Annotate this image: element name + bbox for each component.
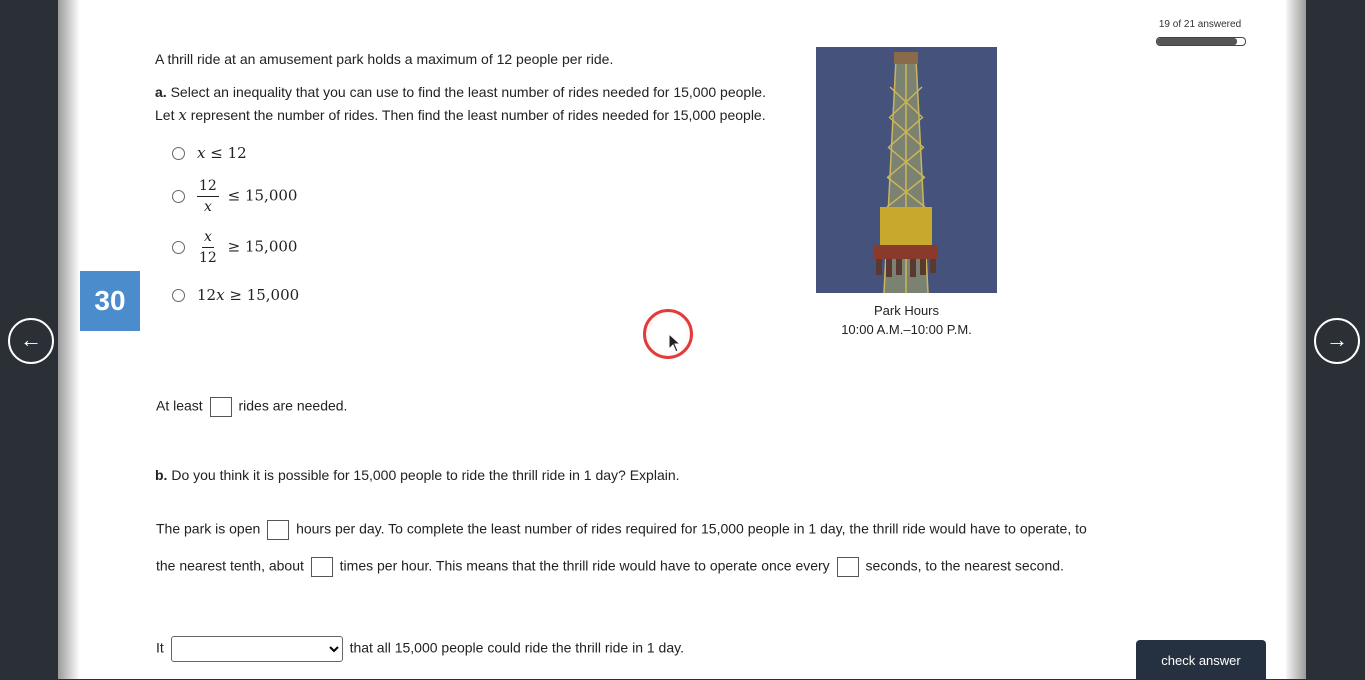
arrow-left-icon: ← <box>20 327 42 352</box>
part-a-label: a. <box>155 84 167 100</box>
part-b-question: Do you think it is possible for 15,000 people to ride the thrill ride in 1 day? Explain. <box>171 467 680 483</box>
option-2-radio[interactable] <box>172 190 185 203</box>
option-2-expression <box>197 178 297 215</box>
next-question-button[interactable] <box>1314 318 1360 364</box>
option-4-rel: ≥ <box>229 286 242 304</box>
progress-label: 19 of 21 answered <box>1158 19 1242 30</box>
option-4-var: x <box>216 286 225 304</box>
answer-pre: At least <box>156 397 203 414</box>
hours-per-day-input[interactable] <box>267 520 289 540</box>
seconds-input[interactable] <box>837 557 859 577</box>
park-hours-value: 10:00 A.M.–10:00 P.M. <box>841 322 972 337</box>
s3-b: that all 15,000 people could ride the thrill ride in 1 day. <box>349 639 684 656</box>
option-2-rel: ≤ <box>227 186 241 205</box>
times-per-hour-input[interactable] <box>311 557 333 577</box>
part-a-line2-post: represent the number of rides. Then find the least number of rides needed for 15,000 people. <box>190 107 766 123</box>
option-4-expression <box>197 286 299 304</box>
s2-c: seconds, to the nearest second. <box>865 557 1064 574</box>
option-4[interactable] <box>172 286 299 304</box>
part-a-prompt-line2 <box>155 106 766 124</box>
option-3-value: 15,000 <box>244 237 298 256</box>
check-answer-button[interactable]: check answer <box>1136 640 1266 680</box>
option-3[interactable] <box>172 229 297 266</box>
option-1-rel: ≤ <box>210 144 223 162</box>
answer-post: rides are needed. <box>238 397 348 414</box>
part-b-sentence-2 <box>156 557 1064 577</box>
mouse-cursor-icon <box>668 333 682 353</box>
s2-b: times per hour. This means that the thrill ride would have to operate once every <box>339 557 830 574</box>
drop-tower-image <box>816 47 997 293</box>
question-intro: A thrill ride at an amusement park holds a maximum of 12 people per ride. <box>155 51 614 67</box>
part-b-sentence-3 <box>156 636 684 662</box>
option-1-radio[interactable] <box>172 147 185 160</box>
part-b-prompt <box>155 467 680 483</box>
option-3-numerator: x <box>202 229 214 248</box>
progress-fill <box>1157 38 1237 45</box>
arrow-right-icon: → <box>1326 327 1348 352</box>
option-2-value: 15,000 <box>244 186 298 205</box>
option-2-numerator: 12 <box>197 178 219 197</box>
option-3-rel: ≥ <box>227 237 241 256</box>
part-a-prompt <box>155 84 766 100</box>
progress-bar <box>1156 37 1246 46</box>
option-1-var: x <box>197 144 206 162</box>
page-shadow-right <box>1284 0 1306 679</box>
option-3-expression <box>197 229 297 266</box>
question-number-badge: 30 <box>80 271 140 331</box>
possibility-select[interactable] <box>171 636 343 662</box>
option-4-radio[interactable] <box>172 289 185 302</box>
s2-a: the nearest tenth, about <box>156 557 304 574</box>
option-1[interactable] <box>172 144 247 162</box>
option-3-radio[interactable] <box>172 241 185 254</box>
option-1-expression <box>197 144 247 162</box>
s1-b: hours per day. To complete the least number of rides required for 15,000 people in 1 day, the thrill ride would have to operate, to <box>296 520 1087 537</box>
part-a-answer-line <box>156 397 347 417</box>
previous-question-button[interactable] <box>8 318 54 364</box>
part-b-sentence-1 <box>156 520 1087 540</box>
s3-a: It <box>156 639 164 656</box>
option-4-value: 15,000 <box>246 286 300 304</box>
part-a-line1: Select an inequality that you can use to find the least number of rides needed for 15,000 people. <box>170 84 766 100</box>
part-b-label: b. <box>155 467 168 483</box>
s1-a: The park is open <box>156 520 261 537</box>
thrill-ride-photo <box>816 47 997 293</box>
park-hours-title: Park Hours <box>873 303 940 318</box>
part-a-line2-pre: Let <box>155 107 175 123</box>
option-4-coefficient: 12 <box>197 286 217 304</box>
option-3-denominator: 12 <box>199 250 217 266</box>
variable-x: x <box>178 106 187 124</box>
option-2[interactable] <box>172 178 297 215</box>
option-2-denominator: x <box>203 199 212 215</box>
page-shadow-left <box>58 0 80 679</box>
rides-needed-input[interactable] <box>210 397 232 417</box>
option-1-value: 12 <box>227 144 247 162</box>
